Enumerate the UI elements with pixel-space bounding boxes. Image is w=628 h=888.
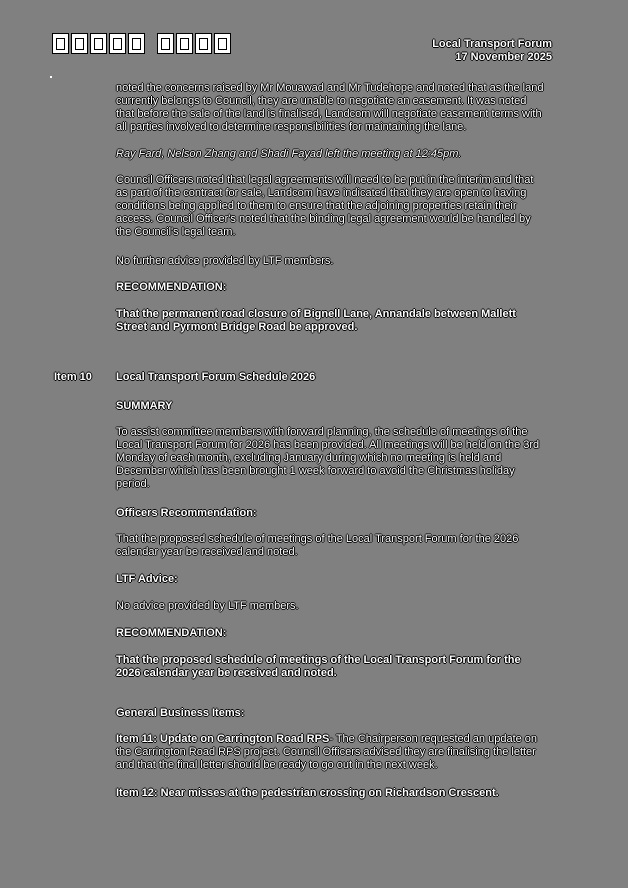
recommendation-heading: RECOMMENDATION: <box>116 627 227 639</box>
recommendation-text: That the permanent road closure of Bignell Lane, Annandale between Mallett Street and Pyrmont Bridge Road be approved. <box>116 308 516 333</box>
margin-mark <box>50 76 52 78</box>
logo-glyph-s <box>195 33 212 54</box>
item-11-title: Item 11: Update on Carrington Road RPS <box>116 733 330 745</box>
logo-glyph-i <box>52 33 69 54</box>
logo-glyph-t <box>214 33 231 54</box>
logo-glyph-w <box>157 33 174 54</box>
logo-space <box>147 33 155 54</box>
summary-heading: SUMMARY <box>116 400 173 412</box>
item-11-text: - The Chairperson requested an update on the Carrington Road RPS project. Council Officers advised they are finalising the letter and that the final letter should be ready to go out in the next week. <box>116 733 538 771</box>
inner-west-logo <box>52 33 231 54</box>
logo-glyph-e <box>176 33 193 54</box>
meeting-date: 17 November 2025 <box>455 51 552 63</box>
logo-glyph-n <box>71 33 88 54</box>
ltf-advice-text: No advice provided by LTF members. <box>116 600 299 612</box>
ltf-advice-heading: LTF Advice: <box>116 573 178 585</box>
logo-glyph-n <box>90 33 107 54</box>
item-number: Item 10 <box>54 371 92 383</box>
officers-recommendation-text: That the proposed schedule of meetings of the Local Transport Forum for the 2026 calendar year be received and noted. <box>116 533 519 558</box>
paragraph-legal-agreements: Council Officers noted that legal agreements will need to be put in the interim and that as part of the contract for sale, Landcom have indicated that they are open to having conditions being applied to them to ensure that the adjoining properties retain their access. Council Officer's noted that the binding legal agreement would be handled by the Council's legal team. <box>116 174 534 238</box>
general-business-heading: General Business Items: <box>116 707 245 719</box>
item-title: Local Transport Forum Schedule 2026 <box>116 371 316 383</box>
item-12-title: Item 12: Near misses at the pedestrian crossing on Richardson Crescent. <box>116 787 499 799</box>
summary-text: To assist committee members with forward planning, the schedule of meetings of the Local Transport Forum for 2026 has been provided. All meetings will be held on the 3rd Monday of each month, excluding January during which no meeting is held and December which has been brought 1 week forward to avoid the Christmas holiday period. <box>116 426 540 490</box>
logo-glyph-r <box>128 33 145 54</box>
recommendation-heading: RECOMMENDATION: <box>116 281 227 293</box>
item-11-paragraph <box>116 733 546 772</box>
logo-glyph-e <box>109 33 126 54</box>
paragraph-departure: Ray Fard, Nelson Zhang and Shadi Fayad left the meeting at 12:45pm. <box>116 148 462 160</box>
page-header <box>432 38 552 64</box>
forum-title: Local Transport Forum <box>432 38 552 50</box>
paragraph-easement: noted the concerns raised by Mr Mouawad and Mr Tudehope and noted that as the land currently belongs to Council, they are unable to negotiate an easement. It was noted that before the sale of the land is finalised, Landcom will negotiate easement terms with all parties involved to determine responsibilities for maintaining the lane. <box>116 82 544 133</box>
officers-recommendation-heading: Officers Recommendation: <box>116 507 257 519</box>
recommendation-text: That the proposed schedule of meetings of the Local Transport Forum for the 2026 calendar year be received and noted. <box>116 654 521 679</box>
paragraph-no-further-advice: No further advice provided by LTF members. <box>116 255 334 267</box>
